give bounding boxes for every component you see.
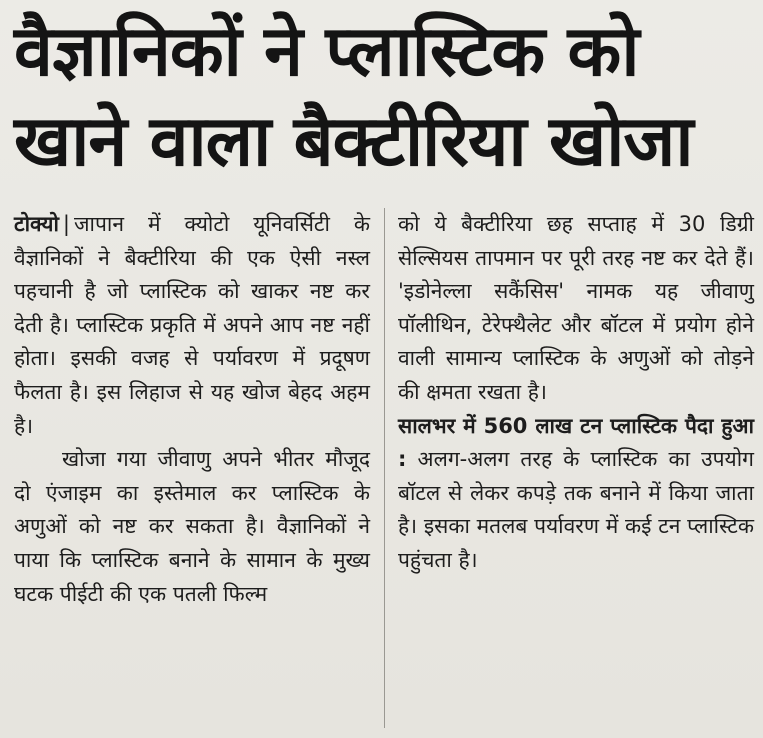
article-column-left (14, 208, 370, 611)
headline-line-2: खाने वाला बैक्टीरिया खोजा (14, 100, 693, 182)
subheading: सालभर में 560 लाख टन प्लास्टिक पैदा हुआ : (398, 413, 754, 472)
paragraph-1-text: जापान में क्योटो यूनिवर्सिटी के वैज्ञानिकों ने बैक्टीरिया की एक ऐसी नस्ल पहचानी है जो प्लास्टिक को खाकर नष्ट कर देती है। प्लास्टिक प्रकृति में अपने आप नष्ट नहीं होता। इसकी वजह से पर्यावरण में प्रदूषण फैलता है। इस लिहाज से यह खोज बेहद अहम है। (14, 212, 370, 438)
dateline-separator: | (62, 212, 70, 236)
article-column-right (398, 208, 754, 578)
article-paragraph-1 (14, 208, 370, 443)
column-divider (384, 208, 385, 728)
dateline: टोक्यो (14, 212, 59, 236)
headline-line-1: वैज्ञानिकों ने प्लास्टिक को (14, 10, 639, 92)
article-paragraph-3: को ये बैक्टीरिया छह सप्ताह में 30 डिग्री सेल्सियस तापमान पर पूरी तरह नष्ट कर देते हैं। 'इडोनेल्ला सकैंसिस' नामक यह जीवाणु पॉलीथिन, टेरेफ्थैलेट और बॉटल में प्रयोग होने वाली सामान्य प्लास्टिक के अणुओं को तोड़ने की क्षमता रखता है। (398, 212, 754, 404)
paragraph-4-text: अलग-अलग तरह के प्लास्टिक का उपयोग बॉटल से लेकर कपड़े तक बनाने में किया जाता है। इसका मतलब पर्यावरण में कई टन प्लास्टिक पहुंचता है। (398, 447, 754, 572)
article-paragraph-2: खोजा गया जीवाणु अपने भीतर मौजूद दो एंजाइम का इस्तेमाल कर प्लास्टिक के अणुओं को नष्ट कर सकता है। वैज्ञानिकों ने पाया कि प्लास्टिक बनाने के सामान के मुख्य घटक पीईटी की एक पतली फिल्म (14, 447, 370, 606)
article-paragraph-4 (398, 410, 754, 578)
headline (14, 6, 754, 186)
